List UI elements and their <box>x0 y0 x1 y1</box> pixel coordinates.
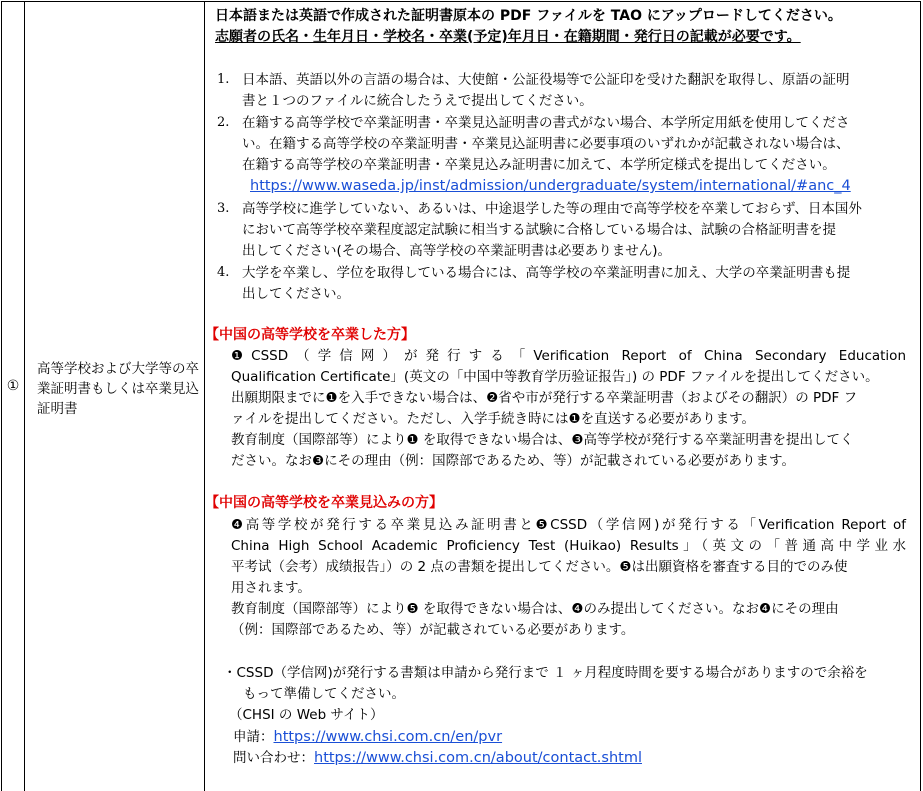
list-text-line: において高等学校卒業程度認定試験に相当する試験に合格している場合は、試験の合格証明書を提 <box>242 222 836 238</box>
list-text-line: 日本語、英語以外の言語の場合は、大使館・公証役場等で公証印を受けた翻訳を取得し、原語の証明 <box>242 72 850 88</box>
document-name-cell <box>25 2 205 791</box>
note-text-line: ・CSSD（学信网)が発行する書類は申請から発行まで １ ヶ月程度時間を要する場合がありますので余裕を <box>223 665 868 681</box>
contact-row <box>233 748 642 769</box>
requirements-table <box>1 1 921 791</box>
row-number: ① <box>6 378 20 394</box>
section-text-line: 平考试（会考）成绩报告」）の 2 点の書類を提出してください。❺は出願資格を審査する目的でのみ使 <box>231 559 848 575</box>
section-text-line: 教育制度（国際部等）により❺ を取得できない場合は、❹のみ提出してください。なお❹にその理由 <box>231 601 839 617</box>
document-name: 高等学校および大学等の卒業証明書もしくは卒業見込証明書 <box>37 361 199 417</box>
list-text-line: 高等学校に進学していない、あるいは、中途退学した等の理由で高等学校を卒業しておらず、日本国外 <box>242 201 862 217</box>
apply-label: 申請： <box>233 729 274 745</box>
list-number: 1. <box>217 72 230 87</box>
contact-link[interactable]: https://www.chsi.com.cn/about/contact.shtml <box>314 750 642 766</box>
section-text-line: ァイルを提出してください。ただし、入学手続き時には❶を直送する必要があります。 <box>231 411 756 427</box>
section-text-line: 用されます。 <box>231 580 311 596</box>
section-text-line: ❹高等学校が発行する卒業見込み証明書と❺CSSD（学信网)が発行する「Verification Report of <box>231 517 906 533</box>
section-text-line: 出願期限までに❶を入手できない場合は、❷省や市が発行する卒業証明書（およびその翻訳）の PDF フ <box>231 390 858 406</box>
list-text-line: 出してください(その場合、高等学校の卒業証明書は必要ありません)。 <box>242 243 672 259</box>
list-text-line: 在籍する高等学校の卒業証明書・卒業見込み証明書に加えて、本学所定様式を提出してください。 <box>242 157 836 173</box>
section-heading-graduated: 【中国の高等学校を卒業した方】 <box>205 327 415 343</box>
list-number: 2. <box>217 115 230 130</box>
header-line-1: 日本語または英語で作成された証明書原本の PDF ファイルを TAO にアップロードしてください。 <box>215 8 842 24</box>
list-number: 4. <box>217 265 230 280</box>
list-number: 3. <box>217 201 230 216</box>
section-text-line: China High School Academic Proficiency Test (Huikao) Results」（英文の「普通高中学业水 <box>231 538 906 554</box>
apply-row <box>233 727 502 748</box>
header-line-2: 志願者の氏名・生年月日・学校名・卒業(予定)年月日・在籍期間・発行日の記載が必要です。 <box>215 29 801 45</box>
apply-link[interactable]: https://www.chsi.com.cn/en/pvr <box>273 729 503 745</box>
note-text-line: （CHSI の Web サイト） <box>229 707 384 723</box>
list-text-line: 在籍する高等学校で卒業証明書・卒業見込証明書の書式がない場合、本学所定用紙を使用してくださ <box>242 115 850 131</box>
section-text-line: ❶CSSD（学信网）が発行する「Verification Report of China Secondary Education <box>231 348 906 364</box>
section-text-line: Qualification Certificate」(英文の「中国中等教育学历验证报告」) の PDF ファイルを提出してください。 <box>231 369 879 385</box>
section-text-line: 教育制度（国際部等）により❶ を取得できない場合は、❸高等学校が発行する卒業証明書を提出してく <box>231 432 854 448</box>
section-text-line: （例：国際部であるため、等）が記載されている必要があります。 <box>231 622 635 638</box>
contact-label: 問い合わせ： <box>233 750 314 766</box>
row-number-cell <box>2 2 25 791</box>
admission-link[interactable]: https://www.waseda.jp/inst/admission/undergraduate/system/international/#anc_4 <box>250 178 851 194</box>
list-text-line: 大学を卒業し、学位を取得している場合には、高等学校の卒業証明書に加え、大学の卒業証明書も提 <box>242 265 851 281</box>
section-heading-expected: 【中国の高等学校を卒業見込みの方】 <box>205 495 443 511</box>
list-text-line: 書と１つのファイルに統合したうえで提出してください。 <box>242 93 593 109</box>
note-text-line: もって準備してください。 <box>243 686 405 702</box>
list-text-line: 出してください。 <box>242 286 350 302</box>
requirements-cell <box>205 2 921 791</box>
list-text-line: い。在籍する高等学校の卒業証明書・卒業見込証明書に必要事項のいずれかが記載されない場合は、 <box>242 136 850 152</box>
section-text-line: ださい。なお❸にその理由（例：国際部であるため、等）が記載されている必要があります。 <box>231 453 795 469</box>
